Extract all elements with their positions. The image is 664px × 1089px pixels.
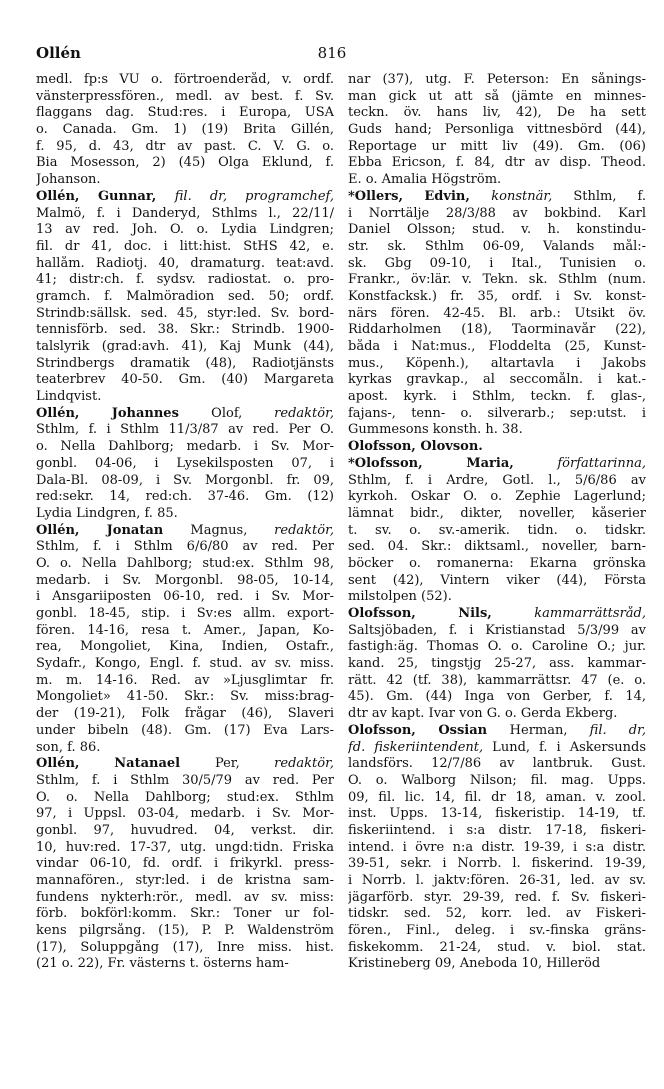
entry-text: o. Nella Dahlborg; medarb. i Sv. Mor-: [36, 439, 334, 455]
entry-text: Riddarholmen (18), Taorminavår (22),: [348, 322, 646, 338]
entry-text: Strindbergs dramatik (48), Radiotjänsts: [36, 355, 334, 371]
text-line: [36, 72, 334, 89]
text-line: [36, 172, 334, 189]
entry-text: landsförs. 12/7/86 av lantbruk. Gust.: [348, 756, 646, 772]
text-line: [348, 923, 646, 940]
text-line: [348, 222, 646, 239]
text-line: [36, 239, 334, 256]
text-line: [348, 272, 646, 289]
text-line: [36, 406, 334, 423]
text-line: [348, 840, 646, 857]
entry-text: 45). Gm. (44) Inga von Gerber, f. 14,: [348, 689, 646, 705]
text-line: [348, 706, 646, 723]
entry-text: mus., Köpenh.), altartavla i Jakobs: [348, 355, 646, 371]
entry-headword: Olofsson, Olovson.: [348, 439, 483, 455]
entry-text: sed. 04. Skr.: diktsaml., noveller, barn-: [348, 539, 646, 555]
text-line: [36, 556, 334, 573]
text-line: [348, 639, 646, 656]
text-line: [36, 573, 334, 590]
text-line: [36, 623, 334, 640]
text-line: [36, 756, 334, 773]
text-line: [348, 439, 646, 456]
entry-text: Strindb:sällsk. sed. 45, styr:led. Sv. bord-: [36, 305, 334, 321]
entry-occupation: konstnär,: [491, 188, 553, 204]
entry-text: red:sekr. 14, red:ch. 37-46. Gm. (12): [36, 489, 334, 505]
entry-text: 09, fil. lic. 14, fil. dr 18, aman. v. zool.: [348, 789, 646, 805]
entry-headword: *Ollers, Edvin,: [348, 188, 492, 204]
entry-text: Sthlm, f.: [552, 188, 646, 204]
text-line: [348, 656, 646, 673]
text-line: [36, 856, 334, 873]
text-line: [36, 806, 334, 823]
text-line: [348, 773, 646, 790]
entry-text: i Norrb. l. jaktv:fören. 26-31, led. av sv.: [348, 873, 646, 888]
entry-text: kand. 25, tingstjg 25-27, ass. kammar-: [348, 656, 646, 672]
entry-text: tennisförb. sed. 38. Skr.: Strindb. 1900-: [36, 322, 334, 338]
entry-text: Per,: [214, 756, 275, 772]
text-line: [36, 489, 334, 506]
text-line: [348, 823, 646, 840]
entry-text: talslyrik (grad:avh. 41), Kaj Munk (44),: [36, 339, 334, 354]
entry-text: Sydafr., Kongo, Engl. f. stud. av sv. miss.: [36, 656, 334, 672]
text-line: [36, 906, 334, 923]
page-header: [36, 44, 628, 66]
entry-text: Johanson.: [36, 172, 101, 188]
text-line: [348, 256, 646, 273]
text-line: [348, 606, 646, 623]
text-line: [348, 139, 646, 156]
text-line: [348, 740, 646, 757]
text-line: [36, 823, 334, 840]
entry-text: inst. Upps. 13-14, fiskeristip. 14-19, tf.: [348, 806, 646, 822]
entry-text: o. Canada. Gm. 1) (19) Brita Gillén,: [36, 122, 334, 138]
entry-text: 10, huv:red. 17-37, utg. ungd:tidn. Friska: [36, 839, 334, 855]
text-line: [36, 105, 334, 122]
entry-text: O. o. Walborg Nilson; fil. mag. Upps.: [348, 772, 646, 788]
entry-text: Daniel Olsson; stud. v. h. konstindu-: [348, 222, 646, 238]
entry-text: rätt. 42 (tf. 38), kammarrättsr. 47 (e. o.: [348, 672, 646, 688]
text-line: [36, 456, 334, 473]
text-line: [36, 473, 334, 490]
text-line: [36, 222, 334, 239]
text-line: [348, 940, 646, 957]
text-line: [348, 72, 646, 89]
entry-text: Gummesons konsth. h. 38.: [348, 422, 523, 438]
text-line: [348, 372, 646, 389]
text-line: [36, 589, 334, 606]
text-line: [348, 389, 646, 406]
text-line: [36, 539, 334, 556]
right-column: [348, 72, 646, 973]
page-number: 816: [317, 44, 347, 62]
entry-text: Magnus,: [190, 522, 275, 538]
entry-text: medl. fp:s VU o. förtroenderåd, v. ordf.: [36, 72, 334, 87]
entry-text: 39-51, sekr. i Norrb. l. fiskerind. 19-39,: [348, 856, 646, 872]
entry-text: Lydia Lindgren, f. 85.: [36, 505, 178, 521]
text-line: [36, 89, 334, 106]
entry-text: vindar 06-10, fd. ordf. i frikyrkl. press-: [36, 856, 334, 872]
entry-text: E. o. Amalia Högström.: [348, 172, 502, 188]
entry-occupation: redaktör,: [274, 756, 334, 772]
entry-text: fil. dr 41, doc. i litt:hist. StHS 42, e.: [36, 238, 334, 254]
text-line: [348, 506, 646, 523]
entry-text: Dala-Bl. 08-09, i Sv. Morgonbl. fr. 09,: [36, 472, 334, 488]
text-line: [348, 189, 646, 206]
text-line: [348, 723, 646, 740]
entry-text: f. 95, d. 43, dtr av past. C. V. G. o.: [36, 138, 334, 154]
entry-occupation: fd. fiskeriintendent,: [348, 739, 484, 755]
entry-text: Olof,: [211, 405, 275, 421]
entry-text: gonbl. 18-45, stip. i Sv:es allm. export-: [36, 606, 334, 621]
entry-text: fastigh:äg. Thomas O. o. Caroline O.; jur.: [348, 639, 646, 655]
entry-text: nar (37), utg. F. Peterson: En sånings-: [348, 72, 646, 87]
text-line: [348, 206, 646, 223]
entry-text: Mongoliet» 41-50. Skr.: Sv. miss:brag-: [36, 689, 334, 705]
entry-text: son, f. 86.: [36, 739, 101, 755]
entry-text: 13 av red. Joh. O. o. Lydia Lindgren;: [36, 222, 334, 238]
entry-occupation: kammarrättsråd,: [534, 606, 646, 621]
entry-text: Sthlm, f. i Ardre, Gotl. l., 5/6/86 av: [348, 472, 646, 488]
text-line: [348, 539, 646, 556]
text-line: [348, 89, 646, 106]
entry-text: dtr av kapt. Ivar von G. o. Gerda Ekberg.: [348, 706, 618, 722]
entry-occupation: redaktör,: [274, 522, 334, 538]
entry-text: böcker o. romanerna: Ekarna grönska: [348, 555, 646, 571]
entry-text: gonbl. 97, huvudred. 04, verkst. dir.: [36, 822, 334, 838]
text-line: [348, 489, 646, 506]
entry-text: Saltsjöbaden, f. i Kristianstad 5/3/99 av: [348, 622, 646, 638]
entry-text: m. m. 14-16. Red. av »Ljusglimtar fr.: [36, 672, 334, 688]
entry-text: vänsterpressfören., medl. av best. f. Sv.: [36, 88, 334, 104]
text-line: [348, 756, 646, 773]
entry-text: str. sk. Sthlm 06-09, Valands mål:-: [348, 238, 646, 254]
text-line: [36, 322, 334, 339]
text-line: [36, 656, 334, 673]
entry-text: Lindqvist.: [36, 389, 102, 405]
entry-text: Herman,: [509, 722, 590, 738]
entry-text: jägarförb. styr. 29-39, red. f. Sv. fiskeri-: [348, 889, 646, 905]
entry-text: teaterbrev 40-50. Gm. (40) Margareta: [36, 372, 334, 388]
entry-text: flaggans dag. Stud:res. i Europa, USA: [36, 105, 334, 121]
text-line: [348, 589, 646, 606]
entry-text: sk. Gbg 09-10, i Ital., Tunisien o.: [348, 255, 646, 271]
entry-text: fiskekomm. 21-24, stud. v. biol. stat.: [348, 939, 646, 955]
entry-text: Sthlm, f. i Sthlm 6/6/80 av red. Per: [36, 539, 334, 555]
entry-text: hallåm. Radiotj. 40, dramaturg. teat:avd.: [36, 255, 334, 271]
entry-text: fören. 14-16, resa t. Amer., Japan, Ko-: [36, 622, 334, 638]
entry-headword: Olofsson, Ossian: [348, 722, 510, 738]
entry-headword: Olofsson, Nils,: [348, 606, 535, 621]
entry-text: fören., Finl., deleg. i sv.-finska gräns-: [348, 923, 646, 939]
text-line: [348, 673, 646, 690]
entry-headword: Ollén, Natanael: [36, 756, 215, 772]
entry-occupation: fil. dr, programchef,: [174, 188, 334, 204]
text-line: [348, 873, 646, 890]
text-line: [36, 356, 334, 373]
text-line: [348, 523, 646, 540]
text-line: [348, 356, 646, 373]
text-line: [348, 105, 646, 122]
entry-text: (21 o. 22), Fr. västerns t. österns ham-: [36, 956, 289, 972]
entry-text: 97, i Uppsl. 03-04, medarb. i Sv. Mor-: [36, 806, 334, 822]
text-line: [348, 890, 646, 907]
entry-text: i Ansgariiposten 06-10, red. i Sv. Mor-: [36, 589, 334, 605]
text-line: [36, 122, 334, 139]
entry-occupation: författarinna,: [557, 455, 646, 471]
text-line: [348, 556, 646, 573]
entry-text: båda i Nat:mus., Floddelta (25, Kunst-: [348, 339, 646, 354]
entry-text: i Norrtälje 28/3/88 av bokbind. Karl: [348, 205, 646, 221]
text-line: [36, 139, 334, 156]
entry-occupation: fil. dr,: [589, 722, 646, 738]
entry-text: O. o. Nella Dahlborg; stud:ex. Sthlm 98,: [36, 555, 334, 571]
text-line: [348, 306, 646, 323]
text-line: [348, 155, 646, 172]
text-line: [36, 940, 334, 957]
entry-text: under bibeln (48). Gm. (17) Eva Lars-: [36, 722, 334, 738]
entry-text: sent (42), Vintern viker (44), Första: [348, 572, 646, 588]
entry-text: milstolpen (52).: [348, 589, 452, 605]
text-line: [36, 439, 334, 456]
text-line: [36, 790, 334, 807]
entry-text: Bia Mosesson, 2) (45) Olga Eklund, f.: [36, 155, 334, 171]
text-line: [36, 639, 334, 656]
text-line: [36, 389, 334, 406]
text-line: [348, 322, 646, 339]
text-line: [36, 706, 334, 723]
text-line: [36, 673, 334, 690]
entry-text: kyrkas gravkap., al seccomåln. i kat.-: [348, 372, 646, 388]
entry-headword: Ollén, Jonatan: [36, 522, 191, 538]
entry-text: Lund, f. i Askersunds: [483, 739, 646, 755]
text-line: [36, 523, 334, 540]
text-line: [36, 873, 334, 890]
text-line: [348, 289, 646, 306]
entry-text: (17), Soluppgång (17), Inre miss. hist.: [36, 939, 334, 955]
text-line: [348, 406, 646, 423]
entry-text: Sthlm, f. i Sthlm 30/5/79 av red. Per: [36, 772, 334, 788]
entry-text: närs fören. 42-45. Bl. arb.: Utsikt öv.: [348, 305, 646, 321]
text-line: [348, 422, 646, 439]
entry-headword: Ollén, Johannes: [36, 405, 212, 421]
text-line: [348, 456, 646, 473]
text-line: [36, 506, 334, 523]
entry-text: Ebba Ericson, f. 84, dtr av disp. Theod.: [348, 155, 646, 171]
entry-text: apost. kyrk. i Sthlm, teckn. f. glas-,: [348, 389, 646, 405]
entry-text: kyrkoh. Oskar O. o. Zephie Lagerlund;: [348, 489, 646, 505]
text-line: [36, 155, 334, 172]
entry-text: gramch. f. Malmöradion sed. 50; ordf.: [36, 288, 334, 304]
text-line: [348, 956, 646, 973]
text-line: [348, 623, 646, 640]
entry-text: Konstfacksk.) fr. 35, ordf. i Sv. konst-: [348, 288, 646, 304]
text-line: [348, 122, 646, 139]
entry-text: kens pilgrsång. (15), P. P. Waldenström: [36, 923, 334, 939]
entry-text: 41; distr:ch. f. sydsv. radiostat. o. pro-: [36, 272, 334, 288]
entry-text: Kristineberg 09, Aneboda 10, Hilleröd: [348, 956, 601, 972]
entry-text: teckn. öv. hans liv, 42), De ha sett: [348, 105, 646, 121]
entry-text: lämnat bidr., dikter, noveller, kåserier: [348, 505, 646, 521]
text-line: [36, 890, 334, 907]
text-line: [36, 689, 334, 706]
entry-text: Malmö, f. i Danderyd, Sthlms l., 22/11/: [36, 205, 334, 221]
text-line: [36, 773, 334, 790]
entry-text: mannafören., styr:led. i de kristna sam-: [36, 873, 334, 888]
entry-text: fundens nykterh:rör., medl. av sv. miss:: [36, 889, 334, 905]
text-line: [36, 956, 334, 973]
entry-text: man gick ut att så (jämte en minnes-: [348, 88, 646, 104]
text-line: [348, 172, 646, 189]
entry-headword: Ollén, Gunnar,: [36, 188, 175, 204]
entry-text: fajans-, tenn- o. silverarb.; sep:utst. i: [348, 405, 646, 421]
entry-text: rea, Mongoliet, Kina, Indien, Ostafr.,: [36, 639, 334, 655]
text-line: [36, 256, 334, 273]
text-line: [348, 573, 646, 590]
text-line: [348, 689, 646, 706]
text-line: [36, 606, 334, 623]
entry-text: der (19-21), Folk frågar (46), Slaveri: [36, 706, 334, 722]
text-line: [36, 740, 334, 757]
entry-text: Sthlm, f. i Sthlm 11/3/87 av red. Per O.: [36, 422, 334, 438]
text-line: [36, 289, 334, 306]
text-line: [36, 923, 334, 940]
text-line: [36, 372, 334, 389]
entry-text: t. sv. o. sv.-amerik. tidn. o. tidskr.: [348, 522, 646, 538]
text-line: [348, 856, 646, 873]
entry-text: O. o. Nella Dahlborg; stud:ex. Sthlm: [36, 789, 334, 805]
text-line: [36, 723, 334, 740]
text-line: [36, 339, 334, 356]
text-line: [348, 806, 646, 823]
entry-text: Reportage ur mitt liv (49). Gm. (06): [348, 138, 646, 154]
left-column: [36, 72, 334, 973]
text-line: [348, 790, 646, 807]
entry-text: intend. i övre n:a distr. 19-39, i s:a distr.: [348, 839, 646, 855]
text-line: [36, 840, 334, 857]
entry-text: fiskeriintend. i s:a distr. 17-18, fiskeri-: [348, 822, 646, 838]
entry-occupation: redaktör,: [274, 405, 334, 421]
text-line: [348, 906, 646, 923]
text-line: [348, 473, 646, 490]
text-line: [36, 272, 334, 289]
text-line: [348, 339, 646, 356]
entry-text: tidskr. sed. 52, korr. led. av Fiskeri-: [348, 906, 646, 922]
entry-text: Frankr., öv:lär. v. Tekn. sk. Sthlm (num.: [348, 272, 646, 288]
entry-headword: *Olofsson, Maria,: [348, 455, 558, 471]
text-line: [36, 189, 334, 206]
entry-text: förb. bokförl:komm. Skr.: Toner ur fol-: [36, 906, 334, 922]
text-line: [36, 306, 334, 323]
text-line: [36, 422, 334, 439]
text-line: [348, 239, 646, 256]
running-head: Ollén: [36, 44, 81, 62]
text-line: [36, 206, 334, 223]
entry-text: Guds hand; Personliga vittnesbörd (44),: [348, 122, 646, 138]
entry-text: gonbl. 04-06, i Lysekilsposten 07, i: [36, 455, 334, 471]
entry-text: medarb. i Sv. Morgonbl. 98-05, 10-14,: [36, 572, 334, 588]
